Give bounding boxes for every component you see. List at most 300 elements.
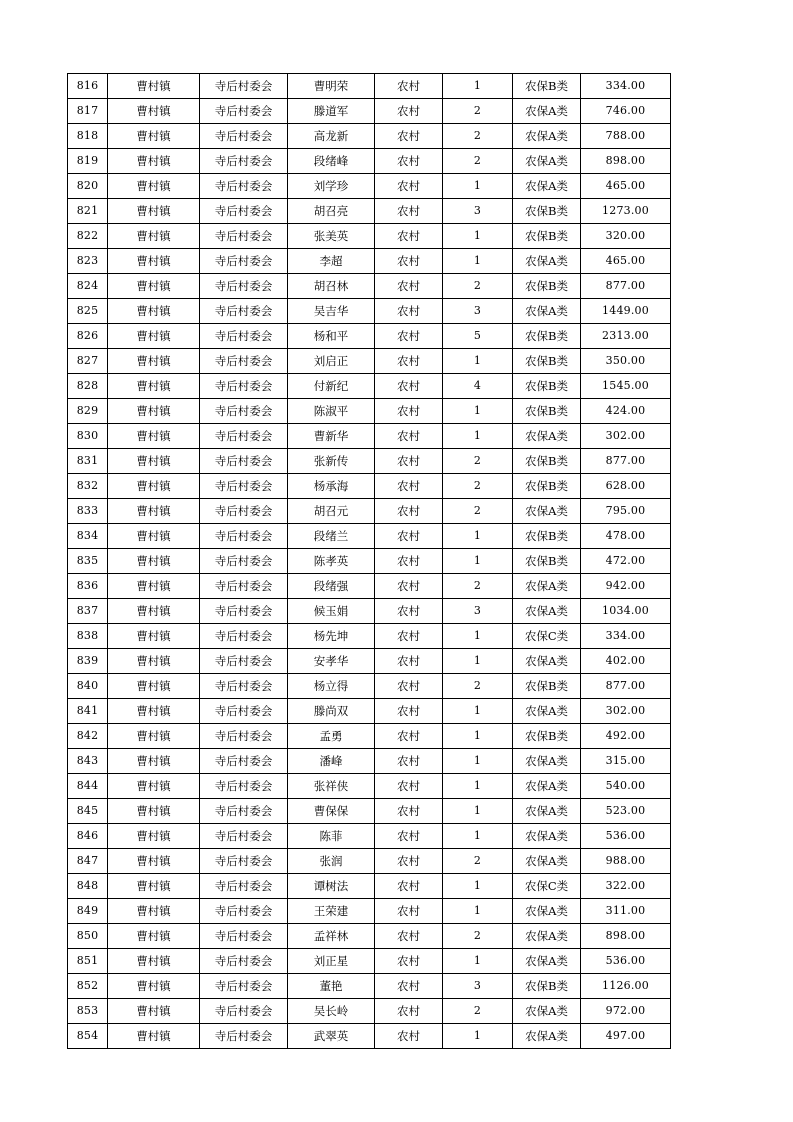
insurance-category-cell: 农保A类 <box>513 899 581 924</box>
row-number-cell: 850 <box>68 924 108 949</box>
insurance-category-cell: 农保A类 <box>513 174 581 199</box>
insurance-category-cell: 农保B类 <box>513 399 581 424</box>
amount-cell: 492.00 <box>581 724 671 749</box>
amount-cell: 988.00 <box>581 849 671 874</box>
village-committee-cell: 寺后村委会 <box>200 899 288 924</box>
amount-cell: 1126.00 <box>581 974 671 999</box>
table-row <box>68 774 671 799</box>
insurance-category-cell: 农保B类 <box>513 974 581 999</box>
row-number-cell: 826 <box>68 324 108 349</box>
household-count-cell: 1 <box>443 249 513 274</box>
amount-cell: 478.00 <box>581 524 671 549</box>
name-cell: 胡召亮 <box>288 199 375 224</box>
table-row <box>68 524 671 549</box>
village-committee-cell: 寺后村委会 <box>200 149 288 174</box>
table-row <box>68 624 671 649</box>
town-cell: 曹村镇 <box>108 74 200 99</box>
amount-cell: 334.00 <box>581 624 671 649</box>
area-type-cell: 农村 <box>375 124 443 149</box>
name-cell: 滕道军 <box>288 99 375 124</box>
amount-cell: 302.00 <box>581 424 671 449</box>
table-row <box>68 974 671 999</box>
amount-cell: 523.00 <box>581 799 671 824</box>
table-row <box>68 1024 671 1049</box>
amount-cell: 497.00 <box>581 1024 671 1049</box>
amount-cell: 465.00 <box>581 249 671 274</box>
row-number-cell: 833 <box>68 499 108 524</box>
insurance-category-cell: 农保B类 <box>513 524 581 549</box>
amount-cell: 795.00 <box>581 499 671 524</box>
village-committee-cell: 寺后村委会 <box>200 949 288 974</box>
household-count-cell: 3 <box>443 299 513 324</box>
amount-cell: 877.00 <box>581 449 671 474</box>
insurance-category-cell: 农保A类 <box>513 249 581 274</box>
household-count-cell: 1 <box>443 799 513 824</box>
town-cell: 曹村镇 <box>108 649 200 674</box>
town-cell: 曹村镇 <box>108 424 200 449</box>
insurance-category-cell: 农保B类 <box>513 374 581 399</box>
row-number-cell: 839 <box>68 649 108 674</box>
area-type-cell: 农村 <box>375 249 443 274</box>
table-row <box>68 474 671 499</box>
area-type-cell: 农村 <box>375 224 443 249</box>
town-cell: 曹村镇 <box>108 749 200 774</box>
name-cell: 张美英 <box>288 224 375 249</box>
row-number-cell: 842 <box>68 724 108 749</box>
amount-cell: 402.00 <box>581 649 671 674</box>
amount-cell: 788.00 <box>581 124 671 149</box>
area-type-cell: 农村 <box>375 474 443 499</box>
village-committee-cell: 寺后村委会 <box>200 249 288 274</box>
table-row <box>68 874 671 899</box>
insurance-category-cell: 农保A类 <box>513 99 581 124</box>
insurance-category-cell: 农保C类 <box>513 874 581 899</box>
area-type-cell: 农村 <box>375 74 443 99</box>
area-type-cell: 农村 <box>375 199 443 224</box>
household-count-cell: 2 <box>443 574 513 599</box>
town-cell: 曹村镇 <box>108 674 200 699</box>
village-committee-cell: 寺后村委会 <box>200 349 288 374</box>
town-cell: 曹村镇 <box>108 224 200 249</box>
table-row <box>68 274 671 299</box>
amount-cell: 540.00 <box>581 774 671 799</box>
town-cell: 曹村镇 <box>108 949 200 974</box>
village-committee-cell: 寺后村委会 <box>200 224 288 249</box>
row-number-cell: 854 <box>68 1024 108 1049</box>
village-committee-cell: 寺后村委会 <box>200 974 288 999</box>
town-cell: 曹村镇 <box>108 324 200 349</box>
amount-cell: 302.00 <box>581 699 671 724</box>
town-cell: 曹村镇 <box>108 349 200 374</box>
row-number-cell: 837 <box>68 599 108 624</box>
table-row <box>68 124 671 149</box>
amount-cell: 322.00 <box>581 874 671 899</box>
area-type-cell: 农村 <box>375 274 443 299</box>
name-cell: 杨和平 <box>288 324 375 349</box>
row-number-cell: 836 <box>68 574 108 599</box>
table-row <box>68 499 671 524</box>
amount-cell: 1034.00 <box>581 599 671 624</box>
name-cell: 张新传 <box>288 449 375 474</box>
amount-cell: 320.00 <box>581 224 671 249</box>
amount-cell: 877.00 <box>581 274 671 299</box>
village-committee-cell: 寺后村委会 <box>200 274 288 299</box>
row-number-cell: 835 <box>68 549 108 574</box>
table-row <box>68 724 671 749</box>
village-committee-cell: 寺后村委会 <box>200 874 288 899</box>
area-type-cell: 农村 <box>375 849 443 874</box>
name-cell: 吴吉华 <box>288 299 375 324</box>
row-number-cell: 831 <box>68 449 108 474</box>
amount-cell: 350.00 <box>581 349 671 374</box>
household-count-cell: 2 <box>443 474 513 499</box>
town-cell: 曹村镇 <box>108 124 200 149</box>
insurance-category-cell: 农保B类 <box>513 199 581 224</box>
household-count-cell: 1 <box>443 949 513 974</box>
area-type-cell: 农村 <box>375 999 443 1024</box>
household-count-cell: 3 <box>443 199 513 224</box>
household-count-cell: 2 <box>443 924 513 949</box>
row-number-cell: 851 <box>68 949 108 974</box>
area-type-cell: 农村 <box>375 1024 443 1049</box>
area-type-cell: 农村 <box>375 549 443 574</box>
insurance-category-cell: 农保B类 <box>513 74 581 99</box>
area-type-cell: 农村 <box>375 299 443 324</box>
amount-cell: 424.00 <box>581 399 671 424</box>
table-row <box>68 649 671 674</box>
household-count-cell: 1 <box>443 424 513 449</box>
area-type-cell: 农村 <box>375 424 443 449</box>
insurance-category-cell: 农保B类 <box>513 224 581 249</box>
table-row <box>68 399 671 424</box>
village-committee-cell: 寺后村委会 <box>200 599 288 624</box>
area-type-cell: 农村 <box>375 799 443 824</box>
household-count-cell: 1 <box>443 624 513 649</box>
household-count-cell: 2 <box>443 999 513 1024</box>
name-cell: 段绪强 <box>288 574 375 599</box>
village-committee-cell: 寺后村委会 <box>200 749 288 774</box>
name-cell: 李超 <box>288 249 375 274</box>
name-cell: 孟祥林 <box>288 924 375 949</box>
area-type-cell: 农村 <box>375 599 443 624</box>
town-cell: 曹村镇 <box>108 99 200 124</box>
household-count-cell: 2 <box>443 124 513 149</box>
row-number-cell: 853 <box>68 999 108 1024</box>
village-committee-cell: 寺后村委会 <box>200 499 288 524</box>
row-number-cell: 846 <box>68 824 108 849</box>
area-type-cell: 农村 <box>375 699 443 724</box>
table-row <box>68 149 671 174</box>
town-cell: 曹村镇 <box>108 299 200 324</box>
name-cell: 张润 <box>288 849 375 874</box>
area-type-cell: 农村 <box>375 674 443 699</box>
village-committee-cell: 寺后村委会 <box>200 124 288 149</box>
table-row <box>68 749 671 774</box>
town-cell: 曹村镇 <box>108 374 200 399</box>
insurance-category-cell: 农保A类 <box>513 749 581 774</box>
household-count-cell: 2 <box>443 849 513 874</box>
table-row <box>68 374 671 399</box>
town-cell: 曹村镇 <box>108 574 200 599</box>
area-type-cell: 农村 <box>375 724 443 749</box>
amount-cell: 1449.00 <box>581 299 671 324</box>
village-committee-cell: 寺后村委会 <box>200 524 288 549</box>
insurance-category-cell: 农保A类 <box>513 924 581 949</box>
amount-cell: 942.00 <box>581 574 671 599</box>
insurance-category-cell: 农保A类 <box>513 824 581 849</box>
town-cell: 曹村镇 <box>108 724 200 749</box>
row-number-cell: 825 <box>68 299 108 324</box>
village-committee-cell: 寺后村委会 <box>200 724 288 749</box>
row-number-cell: 817 <box>68 99 108 124</box>
table-row <box>68 999 671 1024</box>
area-type-cell: 农村 <box>375 749 443 774</box>
table-row <box>68 949 671 974</box>
household-count-cell: 2 <box>443 674 513 699</box>
row-number-cell: 847 <box>68 849 108 874</box>
row-number-cell: 828 <box>68 374 108 399</box>
amount-cell: 472.00 <box>581 549 671 574</box>
household-count-cell: 3 <box>443 974 513 999</box>
table-row <box>68 849 671 874</box>
table-body <box>68 74 671 1049</box>
household-count-cell: 1 <box>443 549 513 574</box>
insurance-category-cell: 农保B类 <box>513 449 581 474</box>
insurance-category-cell: 农保A类 <box>513 574 581 599</box>
village-committee-cell: 寺后村委会 <box>200 174 288 199</box>
amount-cell: 898.00 <box>581 149 671 174</box>
amount-cell: 898.00 <box>581 924 671 949</box>
insurance-category-cell: 农保A类 <box>513 774 581 799</box>
town-cell: 曹村镇 <box>108 499 200 524</box>
insurance-category-cell: 农保A类 <box>513 849 581 874</box>
town-cell: 曹村镇 <box>108 699 200 724</box>
town-cell: 曹村镇 <box>108 974 200 999</box>
household-count-cell: 1 <box>443 224 513 249</box>
row-number-cell: 838 <box>68 624 108 649</box>
household-count-cell: 1 <box>443 349 513 374</box>
household-count-cell: 1 <box>443 824 513 849</box>
row-number-cell: 818 <box>68 124 108 149</box>
amount-cell: 2313.00 <box>581 324 671 349</box>
amount-cell: 315.00 <box>581 749 671 774</box>
name-cell: 王荣建 <box>288 899 375 924</box>
insurance-category-cell: 农保A类 <box>513 424 581 449</box>
table-row <box>68 824 671 849</box>
insurance-category-cell: 农保A类 <box>513 299 581 324</box>
name-cell: 段绪峰 <box>288 149 375 174</box>
area-type-cell: 农村 <box>375 174 443 199</box>
name-cell: 董艳 <box>288 974 375 999</box>
table-row <box>68 249 671 274</box>
insurance-category-cell: 农保C类 <box>513 624 581 649</box>
village-committee-cell: 寺后村委会 <box>200 999 288 1024</box>
name-cell: 曹明荣 <box>288 74 375 99</box>
name-cell: 陈淑平 <box>288 399 375 424</box>
insurance-category-cell: 农保A类 <box>513 649 581 674</box>
table-row <box>68 674 671 699</box>
name-cell: 段绪兰 <box>288 524 375 549</box>
table-row <box>68 599 671 624</box>
village-committee-cell: 寺后村委会 <box>200 549 288 574</box>
row-number-cell: 849 <box>68 899 108 924</box>
household-count-cell: 1 <box>443 899 513 924</box>
village-committee-cell: 寺后村委会 <box>200 374 288 399</box>
row-number-cell: 829 <box>68 399 108 424</box>
village-committee-cell: 寺后村委会 <box>200 674 288 699</box>
insurance-category-cell: 农保B类 <box>513 549 581 574</box>
village-committee-cell: 寺后村委会 <box>200 799 288 824</box>
name-cell: 曹保保 <box>288 799 375 824</box>
name-cell: 曹新华 <box>288 424 375 449</box>
row-number-cell: 832 <box>68 474 108 499</box>
amount-cell: 877.00 <box>581 674 671 699</box>
household-count-cell: 1 <box>443 649 513 674</box>
table-row <box>68 349 671 374</box>
name-cell: 刘学珍 <box>288 174 375 199</box>
amount-cell: 972.00 <box>581 999 671 1024</box>
town-cell: 曹村镇 <box>108 924 200 949</box>
row-number-cell: 844 <box>68 774 108 799</box>
village-committee-cell: 寺后村委会 <box>200 299 288 324</box>
village-committee-cell: 寺后村委会 <box>200 774 288 799</box>
village-committee-cell: 寺后村委会 <box>200 1024 288 1049</box>
insurance-category-cell: 农保A类 <box>513 799 581 824</box>
benefit-table <box>67 73 671 1049</box>
household-count-cell: 2 <box>443 274 513 299</box>
town-cell: 曹村镇 <box>108 174 200 199</box>
area-type-cell: 农村 <box>375 624 443 649</box>
row-number-cell: 822 <box>68 224 108 249</box>
name-cell: 武翠英 <box>288 1024 375 1049</box>
insurance-category-cell: 农保B类 <box>513 474 581 499</box>
row-number-cell: 841 <box>68 699 108 724</box>
household-count-cell: 2 <box>443 99 513 124</box>
town-cell: 曹村镇 <box>108 799 200 824</box>
name-cell: 谭树法 <box>288 874 375 899</box>
village-committee-cell: 寺后村委会 <box>200 574 288 599</box>
row-number-cell: 843 <box>68 749 108 774</box>
row-number-cell: 852 <box>68 974 108 999</box>
village-committee-cell: 寺后村委会 <box>200 99 288 124</box>
household-count-cell: 1 <box>443 699 513 724</box>
town-cell: 曹村镇 <box>108 774 200 799</box>
town-cell: 曹村镇 <box>108 999 200 1024</box>
row-number-cell: 848 <box>68 874 108 899</box>
name-cell: 潘峰 <box>288 749 375 774</box>
insurance-category-cell: 农保B类 <box>513 274 581 299</box>
insurance-category-cell: 农保B类 <box>513 724 581 749</box>
village-committee-cell: 寺后村委会 <box>200 324 288 349</box>
household-count-cell: 1 <box>443 874 513 899</box>
household-count-cell: 2 <box>443 149 513 174</box>
town-cell: 曹村镇 <box>108 1024 200 1049</box>
household-count-cell: 3 <box>443 599 513 624</box>
area-type-cell: 农村 <box>375 949 443 974</box>
area-type-cell: 农村 <box>375 149 443 174</box>
name-cell: 滕尚双 <box>288 699 375 724</box>
table-row <box>68 174 671 199</box>
insurance-category-cell: 农保B类 <box>513 349 581 374</box>
town-cell: 曹村镇 <box>108 524 200 549</box>
household-count-cell: 1 <box>443 724 513 749</box>
household-count-cell: 1 <box>443 399 513 424</box>
household-count-cell: 1 <box>443 1024 513 1049</box>
town-cell: 曹村镇 <box>108 274 200 299</box>
insurance-category-cell: 农保A类 <box>513 599 581 624</box>
village-committee-cell: 寺后村委会 <box>200 399 288 424</box>
town-cell: 曹村镇 <box>108 249 200 274</box>
insurance-category-cell: 农保A类 <box>513 1024 581 1049</box>
town-cell: 曹村镇 <box>108 449 200 474</box>
household-count-cell: 1 <box>443 774 513 799</box>
town-cell: 曹村镇 <box>108 399 200 424</box>
name-cell: 胡召元 <box>288 499 375 524</box>
row-number-cell: 845 <box>68 799 108 824</box>
village-committee-cell: 寺后村委会 <box>200 424 288 449</box>
town-cell: 曹村镇 <box>108 549 200 574</box>
area-type-cell: 农村 <box>375 774 443 799</box>
table-row <box>68 699 671 724</box>
table-row <box>68 549 671 574</box>
amount-cell: 536.00 <box>581 824 671 849</box>
town-cell: 曹村镇 <box>108 474 200 499</box>
row-number-cell: 834 <box>68 524 108 549</box>
village-committee-cell: 寺后村委会 <box>200 474 288 499</box>
row-number-cell: 820 <box>68 174 108 199</box>
village-committee-cell: 寺后村委会 <box>200 624 288 649</box>
town-cell: 曹村镇 <box>108 874 200 899</box>
name-cell: 杨先坤 <box>288 624 375 649</box>
town-cell: 曹村镇 <box>108 199 200 224</box>
name-cell: 安孝华 <box>288 649 375 674</box>
table-row <box>68 324 671 349</box>
insurance-category-cell: 农保A类 <box>513 499 581 524</box>
row-number-cell: 819 <box>68 149 108 174</box>
area-type-cell: 农村 <box>375 574 443 599</box>
name-cell: 胡召林 <box>288 274 375 299</box>
village-committee-cell: 寺后村委会 <box>200 649 288 674</box>
table-row <box>68 299 671 324</box>
amount-cell: 628.00 <box>581 474 671 499</box>
insurance-category-cell: 农保A类 <box>513 949 581 974</box>
town-cell: 曹村镇 <box>108 624 200 649</box>
amount-cell: 1545.00 <box>581 374 671 399</box>
name-cell: 刘启正 <box>288 349 375 374</box>
name-cell: 高龙新 <box>288 124 375 149</box>
area-type-cell: 农村 <box>375 449 443 474</box>
town-cell: 曹村镇 <box>108 599 200 624</box>
area-type-cell: 农村 <box>375 399 443 424</box>
village-committee-cell: 寺后村委会 <box>200 449 288 474</box>
village-committee-cell: 寺后村委会 <box>200 74 288 99</box>
area-type-cell: 农村 <box>375 499 443 524</box>
name-cell: 孟勇 <box>288 724 375 749</box>
insurance-category-cell: 农保B类 <box>513 674 581 699</box>
name-cell: 杨承海 <box>288 474 375 499</box>
table-row <box>68 224 671 249</box>
insurance-category-cell: 农保B类 <box>513 324 581 349</box>
area-type-cell: 农村 <box>375 649 443 674</box>
town-cell: 曹村镇 <box>108 849 200 874</box>
row-number-cell: 824 <box>68 274 108 299</box>
table-row <box>68 199 671 224</box>
area-type-cell: 农村 <box>375 349 443 374</box>
household-count-cell: 1 <box>443 524 513 549</box>
table-row <box>68 574 671 599</box>
amount-cell: 311.00 <box>581 899 671 924</box>
area-type-cell: 农村 <box>375 524 443 549</box>
